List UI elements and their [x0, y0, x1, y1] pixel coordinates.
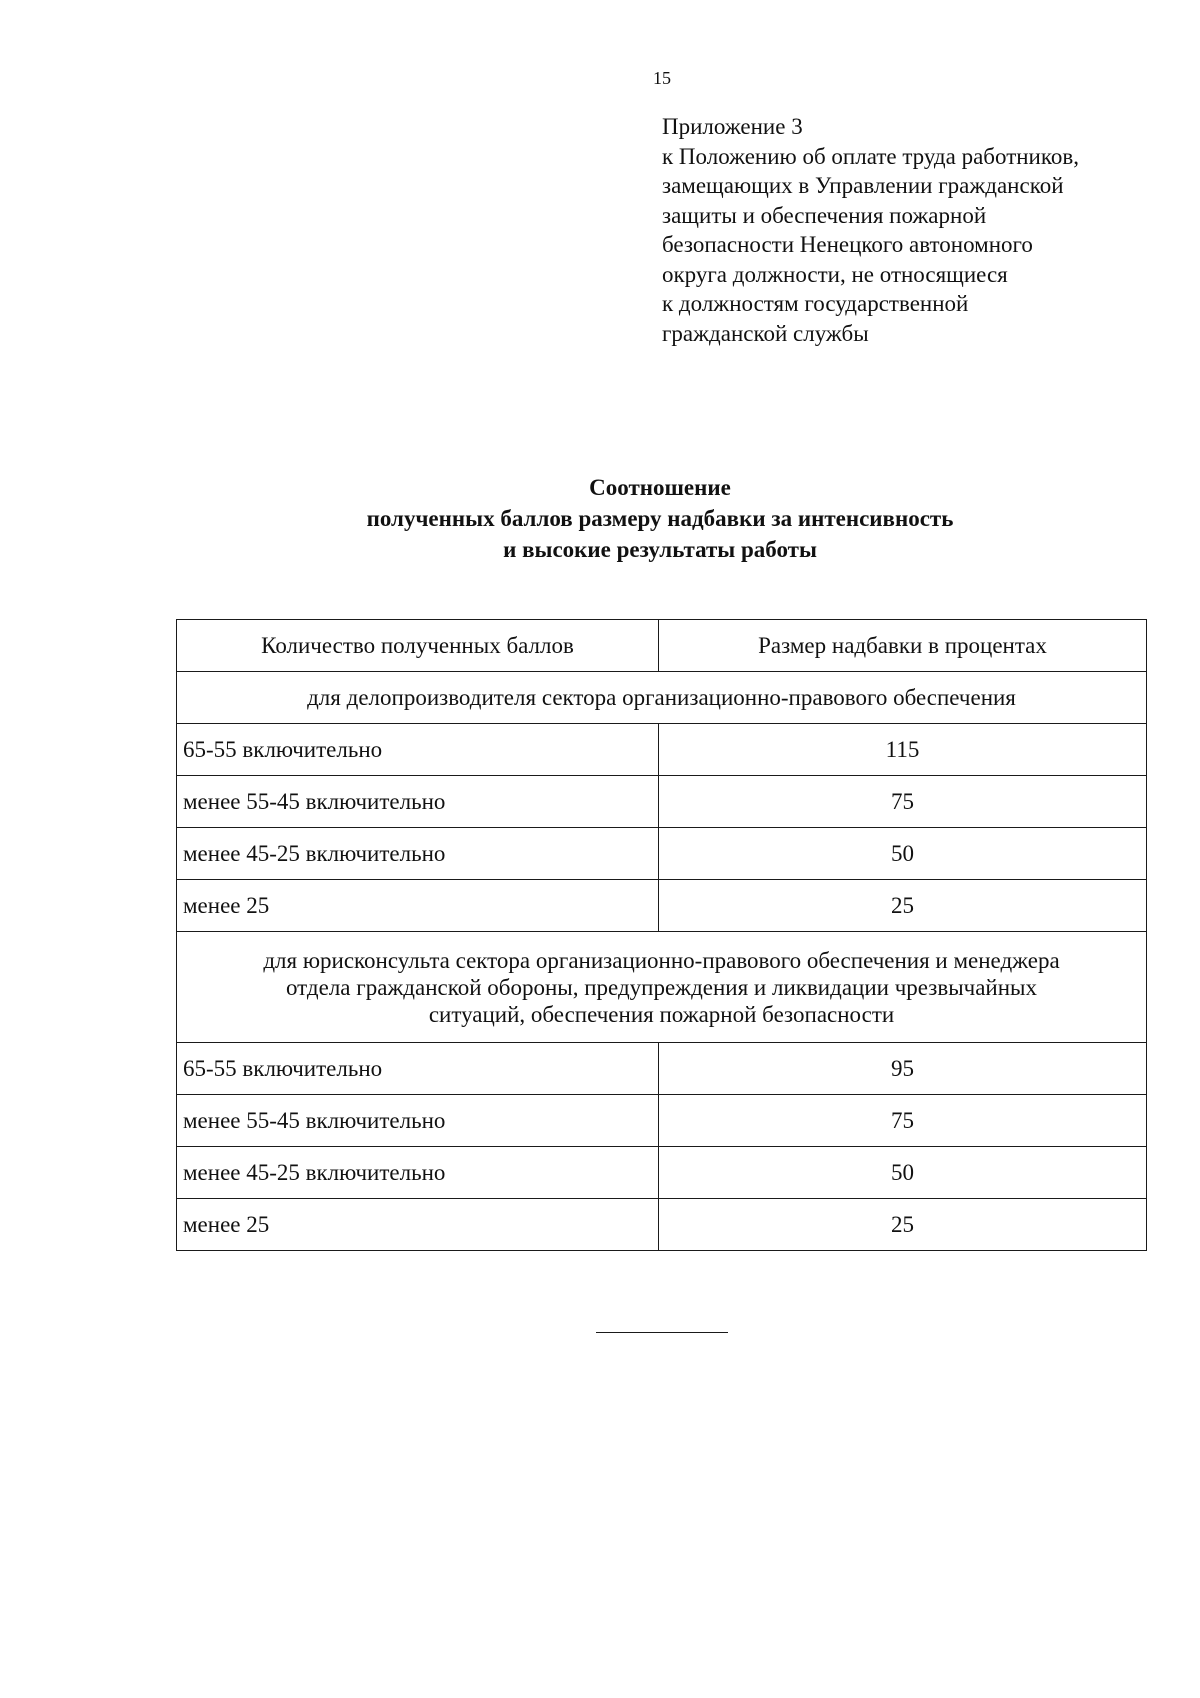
- title-line: и высокие результаты работы: [503, 537, 817, 562]
- table-row: [177, 1043, 1147, 1095]
- points-cell: менее 45-25 включительно: [177, 828, 659, 880]
- title-line: полученных баллов размеру надбавки за интенсивность: [366, 506, 954, 531]
- appendix-line: защиты и обеспечения пожарной: [662, 202, 987, 228]
- page-number: 15: [653, 68, 671, 88]
- appendix-line: к должностям государственной: [662, 291, 969, 316]
- percent-cell: 115: [659, 724, 1147, 776]
- document-title: [200, 472, 1120, 565]
- appendix-line: округа должности, не относящиеся: [662, 261, 1008, 287]
- points-cell: менее 45-25 включительно: [177, 1147, 659, 1199]
- section-label: [177, 932, 1147, 1043]
- percent-cell: 75: [659, 776, 1147, 828]
- header-percent: Размер надбавки в процентах: [659, 620, 1147, 672]
- appendix-line: безопасности Ненецкого автономного: [662, 232, 1033, 257]
- table-row: [177, 776, 1147, 828]
- percent-cell: 25: [659, 880, 1147, 932]
- table-row: [177, 880, 1147, 932]
- appendix-note: [662, 112, 1162, 348]
- section-label-line: для делопроизводителя сектора организационно-правового обеспечения: [307, 685, 1016, 710]
- section-label-line: ситуаций, обеспечения пожарной безопасности: [428, 1001, 895, 1027]
- table-row: [177, 1199, 1147, 1251]
- percent-cell: 50: [659, 828, 1147, 880]
- points-cell: менее 55-45 включительно: [177, 1095, 659, 1147]
- points-cell: менее 25: [177, 1199, 659, 1251]
- percent-cell: 25: [659, 1199, 1147, 1251]
- table-row: [177, 1095, 1147, 1147]
- percent-cell: 75: [659, 1095, 1147, 1147]
- table-row: [177, 828, 1147, 880]
- table-row: [177, 1147, 1147, 1199]
- section-label-line: для юрисконсульта сектора организационно-правового обеспечения и менеджера: [263, 947, 1060, 973]
- title-line: Соотношение: [589, 475, 731, 500]
- points-cell: 65-55 включительно: [177, 1043, 659, 1095]
- table-row: [177, 724, 1147, 776]
- section-label: [177, 672, 1147, 724]
- section-row: [177, 672, 1147, 724]
- table-header-row: [177, 620, 1147, 672]
- section-row: [177, 932, 1147, 1043]
- header-points: Количество полученных баллов: [177, 620, 659, 672]
- points-cell: менее 25: [177, 880, 659, 932]
- points-to-bonus-table: [176, 619, 1147, 1251]
- closing-rule: [596, 1332, 728, 1333]
- appendix-line: гражданской службы: [662, 320, 869, 346]
- points-cell: менее 55-45 включительно: [177, 776, 659, 828]
- appendix-line: замещающих в Управлении гражданской: [662, 173, 1064, 198]
- section-label-line: отдела гражданской обороны, предупреждения и ликвидации чрезвычайных: [285, 974, 1038, 1000]
- points-cell: 65-55 включительно: [177, 724, 659, 776]
- appendix-line: к Положению об оплате труда работников,: [662, 143, 1079, 169]
- percent-cell: 95: [659, 1043, 1147, 1095]
- appendix-line: Приложение 3: [662, 114, 803, 139]
- percent-cell: 50: [659, 1147, 1147, 1199]
